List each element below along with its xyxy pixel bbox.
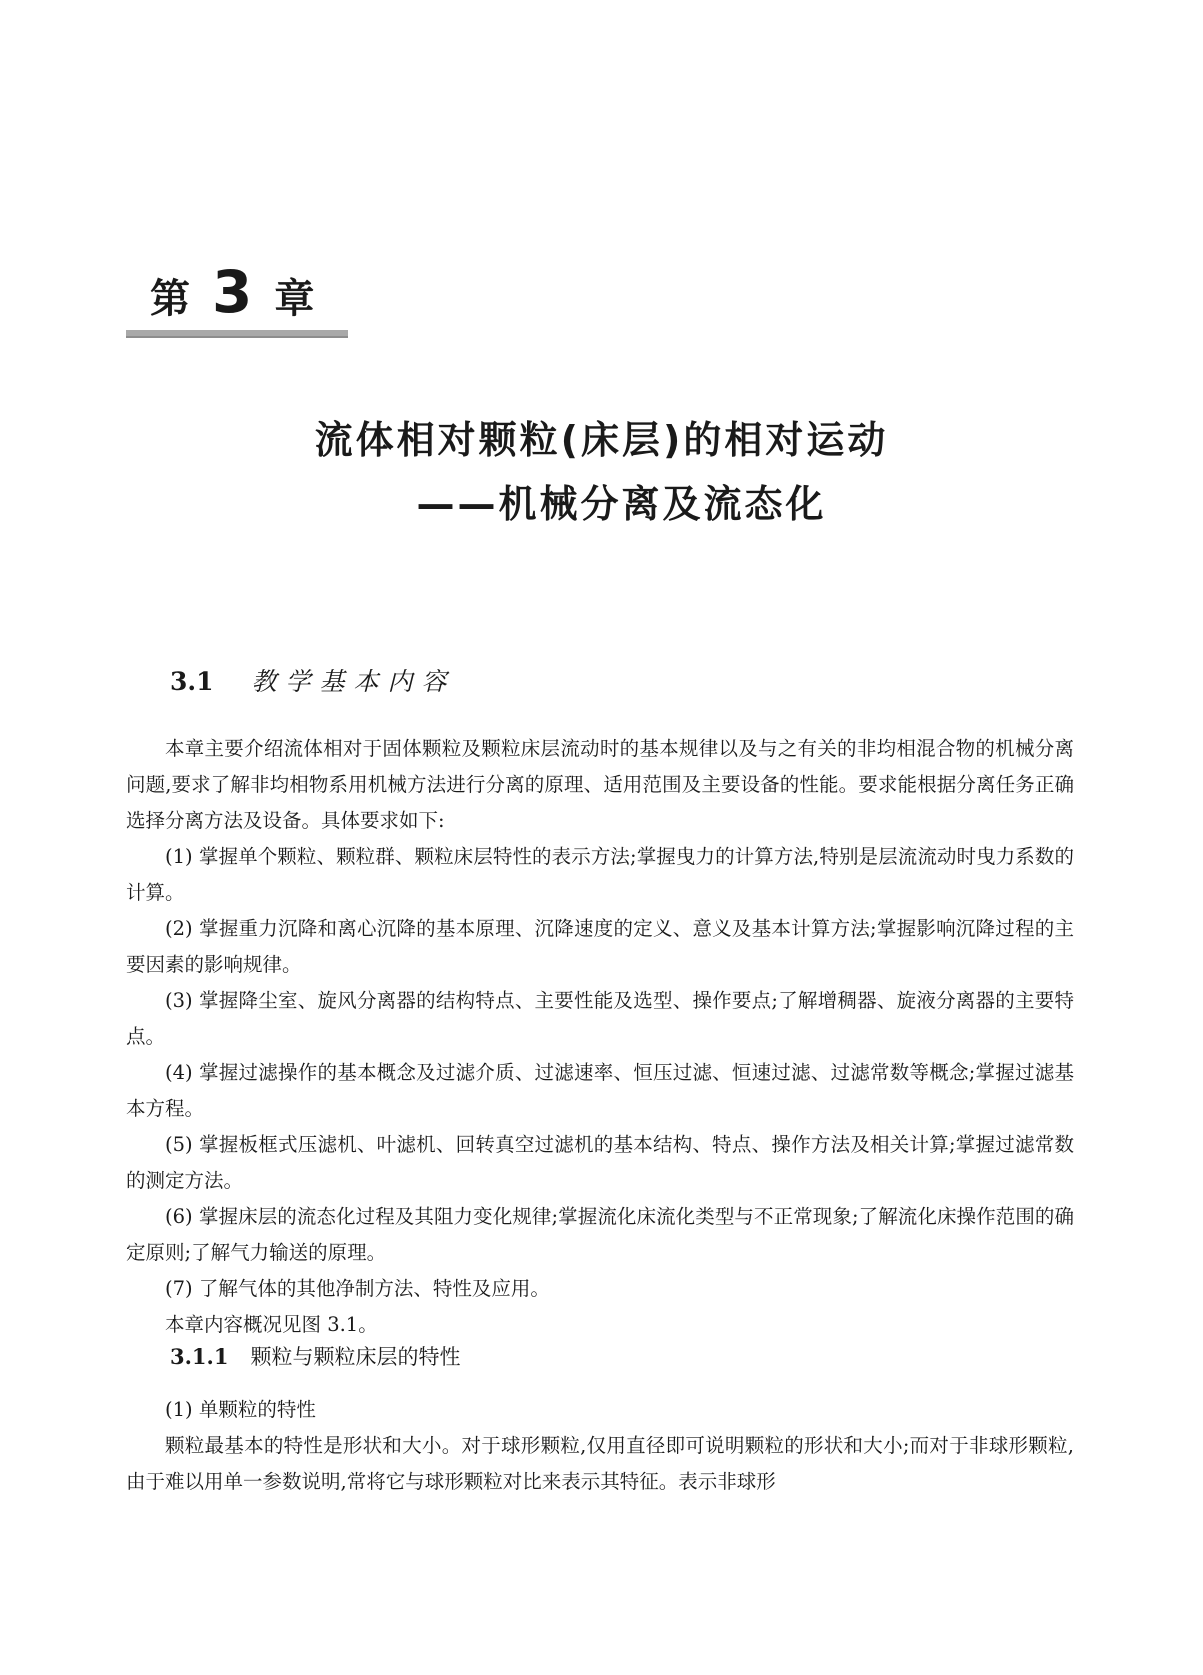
intro-body [126, 731, 1074, 1343]
section-heading [170, 662, 456, 698]
section-title: 教学基本内容 [251, 667, 456, 696]
subsection-body [126, 1392, 1074, 1500]
paragraph: (2) 掌握重力沉降和离心沉降的基本原理、沉降速度的定义、意义及基本计算方法;掌握影响沉降过程的主要因素的影响规律。 [126, 917, 1074, 976]
chapter-title-line1: 流体相对颗粒(床层)的相对运动 [314, 418, 889, 462]
chapter-rule [126, 330, 348, 338]
chapter-number: 3 [212, 258, 253, 326]
chapter-suffix: 章 [274, 276, 315, 322]
chapter-prefix: 第 [150, 276, 190, 322]
paragraph: (7) 了解气体的其他净制方法、特性及应用。 [165, 1277, 550, 1300]
chapter-title [0, 408, 1203, 536]
paragraph: (6) 掌握床层的流态化过程及其阻力变化规律;掌握流化床流化类型与不正常现象;了解流化床操作范围的确定原则;了解气力输送的原理。 [126, 1205, 1074, 1264]
subsection-title: 颗粒与颗粒床层的特性 [250, 1345, 461, 1369]
paragraph: (4) 掌握过滤操作的基本概念及过滤介质、过滤速率、恒压过滤、恒速过滤、过滤常数等概念;掌握过滤基本方程。 [126, 1061, 1074, 1120]
paragraph: (1) 单颗粒的特性 [165, 1398, 316, 1421]
paragraph: 颗粒最基本的特性是形状和大小。对于球形颗粒,仅用直径即可说明颗粒的形状和大小;而对于非球形颗粒,由于难以用单一参数说明,常将它与球形颗粒对比来表示其特征。表示非球形 [126, 1434, 1074, 1493]
subsection-number: 3.1.1 [170, 1344, 229, 1369]
paragraph: (1) 掌握单个颗粒、颗粒群、颗粒床层特性的表示方法;掌握曳力的计算方法,特别是层流流动时曳力系数的计算。 [126, 845, 1074, 904]
section-number: 3.1 [170, 667, 214, 696]
subsection-heading [170, 1341, 460, 1371]
paragraph: (5) 掌握板框式压滤机、叶滤机、回转真空过滤机的基本结构、特点、操作方法及相关计算;掌握过滤常数的测定方法。 [126, 1133, 1074, 1192]
chapter-heading [150, 258, 314, 326]
paragraph: 本章主要介绍流体相对于固体颗粒及颗粒床层流动时的基本规律以及与之有关的非均相混合物的机械分离问题,要求了解非均相物系用机械方法进行分离的原理、适用范围及主要设备的性能。要求能根据分离任务正确选择分离方法及设备。具体要求如下: [126, 737, 1074, 832]
paragraph: (3) 掌握降尘室、旋风分离器的结构特点、主要性能及选型、操作要点;了解增稠器、旋液分离器的主要特点。 [126, 989, 1074, 1048]
chapter-title-line2: ——机械分离及流态化 [416, 482, 827, 526]
paragraph: 本章内容概况见图 3.1。 [165, 1313, 378, 1336]
